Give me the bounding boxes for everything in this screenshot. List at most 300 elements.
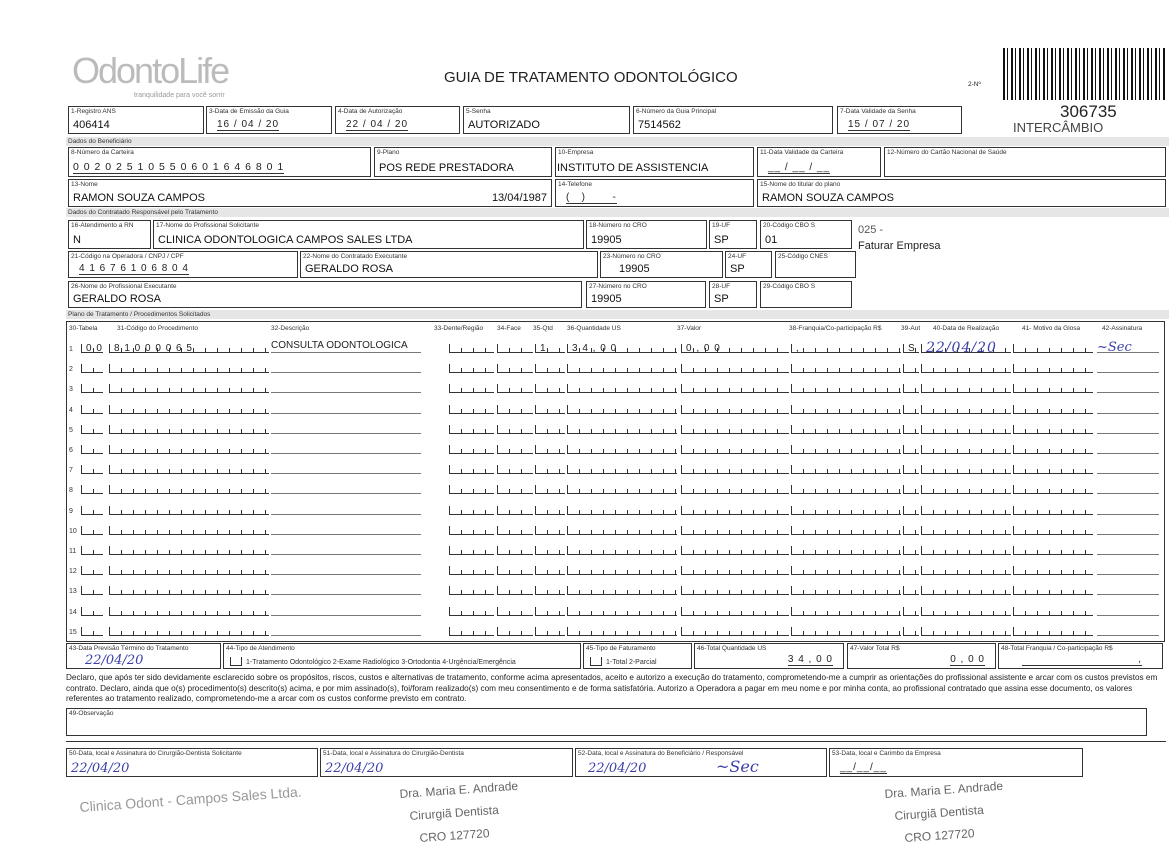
- cell-us[interactable]: [567, 384, 677, 393]
- cell-valor[interactable]: [681, 586, 789, 595]
- cell-date[interactable]: 22/04/20: [921, 344, 1011, 353]
- cell-qtd[interactable]: [535, 465, 565, 474]
- value[interactable]: 406414: [73, 119, 110, 131]
- cell-franquia[interactable]: [791, 566, 901, 575]
- cell-us[interactable]: [567, 465, 677, 474]
- cell-date[interactable]: [921, 586, 1011, 595]
- cell-aut[interactable]: [903, 485, 919, 494]
- cell-dente[interactable]: [449, 586, 494, 595]
- cell-franquia[interactable]: [791, 546, 901, 555]
- cell-qtd[interactable]: 1: [535, 344, 565, 353]
- cell-glosa[interactable]: [1013, 546, 1093, 555]
- label: 23-Número no CRO: [603, 253, 661, 260]
- signature-beneficiary: [575, 748, 827, 777]
- cell-code[interactable]: 8 1 0 0 0 0 6 5: [109, 344, 269, 353]
- cell-date[interactable]: [921, 506, 1011, 515]
- cell-valor[interactable]: [681, 465, 789, 474]
- cell-aut[interactable]: [903, 465, 919, 474]
- value[interactable]: RAMON SOUZA CAMPOS: [73, 192, 206, 204]
- stamp-name: Dra. Maria E. Andrade: [399, 778, 519, 801]
- value[interactable]: 22/04/20: [85, 653, 144, 668]
- date[interactable]: 22/04/20: [588, 761, 647, 776]
- cell-signature[interactable]: [1097, 461, 1159, 474]
- cell-code[interactable]: [109, 425, 269, 434]
- cell-date[interactable]: [921, 546, 1011, 555]
- cell-franquia[interactable]: [791, 607, 901, 616]
- birth-date[interactable]: 13/04/1987: [491, 192, 547, 204]
- cell-franquia[interactable]: [791, 586, 901, 595]
- declaration-text: Declaro, que após ter sido devidamente esclarecido sobre os propósitos, riscos, custos e alternativas de tratamento, conforme acima apresentados, aceito e autorizo a execução do tratamento, comprometendo-me a cumprir as orientações do profissional assistente e arcar com os custos previstos em contrato. Declaro, ainda que o(s) procedimento(s) descrito(s) acima, e por mim assinado(s), foi/foram realizado(s) com meu consentimento e de forma satisfatória. Autorizo a Operadora a pagar em meu nome e por minha conta, ao profissional contratado que assina esse documento, os valores referentes ao tratamento realizado, comprometendo-me a arcar com os custos conforme previsto em contrato.: [66, 673, 1158, 703]
- cell-valor[interactable]: [681, 485, 789, 494]
- label: 13-Nome: [71, 181, 98, 188]
- column-header: 30-Tabela: [69, 325, 98, 332]
- cell-us[interactable]: 3 4 , 0 0: [567, 344, 677, 353]
- cell-aut[interactable]: [903, 546, 919, 555]
- cell-franquia[interactable]: [791, 465, 901, 474]
- value[interactable]: 19905: [591, 234, 622, 246]
- cell-franquia[interactable]: [791, 425, 901, 434]
- label: 19-UF: [712, 222, 731, 229]
- cell-code[interactable]: [109, 607, 269, 616]
- label: 5-Senha: [466, 108, 491, 115]
- cell-face[interactable]: [497, 506, 533, 515]
- cell-dente[interactable]: [449, 465, 494, 474]
- cell-signature[interactable]: [1097, 542, 1159, 555]
- cell-signature[interactable]: [1097, 401, 1159, 414]
- cell-dente[interactable]: [449, 405, 494, 414]
- cell-franquia[interactable]: [791, 445, 901, 454]
- cell-valor[interactable]: [681, 607, 789, 616]
- field-card-number: [68, 147, 371, 177]
- field-cbo-29[interactable]: [760, 281, 852, 308]
- value[interactable]: INSTITUTO DE ASSISTENCIA: [557, 162, 709, 174]
- field-cro-18: [586, 220, 707, 249]
- cell-us[interactable]: [567, 607, 677, 616]
- cell-signature[interactable]: [1097, 603, 1159, 616]
- cell-dente[interactable]: [449, 627, 494, 636]
- cell-glosa[interactable]: [1013, 586, 1093, 595]
- logo-tagline: tranquilidade para você sorrir: [134, 92, 225, 99]
- cell-us[interactable]: [567, 566, 677, 575]
- cell-table[interactable]: [81, 526, 103, 535]
- section-procedures: Plano de Tratamento / Procedimentos Solicitados: [66, 310, 1169, 319]
- value[interactable]: 3 4 , 0 0: [787, 654, 833, 665]
- cell-qtd[interactable]: [535, 607, 565, 616]
- cell-code[interactable]: [109, 465, 269, 474]
- row-number: 5: [69, 426, 73, 434]
- procedure-row: [69, 400, 1163, 414]
- cell-face[interactable]: [497, 607, 533, 616]
- cell-code[interactable]: [109, 566, 269, 575]
- cell-us[interactable]: [567, 506, 677, 515]
- value[interactable]: SP: [730, 263, 745, 275]
- cell-signature[interactable]: [1097, 380, 1159, 393]
- cell-code[interactable]: [109, 405, 269, 414]
- cell-aut[interactable]: [903, 566, 919, 575]
- label: 43-Data Previsão Término do Tratamento: [69, 645, 189, 652]
- label: 53-Data, local e Carimbo da Empresa: [832, 750, 941, 757]
- cell-aut[interactable]: [903, 586, 919, 595]
- cell-qtd[interactable]: [535, 485, 565, 494]
- procedure-row: [69, 420, 1163, 434]
- cell-code[interactable]: [109, 586, 269, 595]
- value[interactable]: AUTORIZADO: [468, 119, 540, 131]
- cell-dente[interactable]: [449, 425, 494, 434]
- cell-glosa[interactable]: [1013, 445, 1093, 454]
- cell-description[interactable]: [271, 562, 421, 575]
- cell-signature[interactable]: [1097, 522, 1159, 535]
- cell-signature[interactable]: [1097, 562, 1159, 575]
- procedure-row: [69, 541, 1163, 555]
- field-cnes[interactable]: [775, 251, 856, 278]
- cell-table[interactable]: [81, 445, 103, 454]
- cell-franquia[interactable]: ,: [791, 344, 901, 353]
- cell-table[interactable]: [81, 465, 103, 474]
- cell-qtd[interactable]: [535, 526, 565, 535]
- cell-table[interactable]: [81, 506, 103, 515]
- cell-signature[interactable]: [1097, 441, 1159, 454]
- cell-table[interactable]: [81, 546, 103, 555]
- cell-qtd[interactable]: [535, 384, 565, 393]
- cell-valor[interactable]: [681, 405, 789, 414]
- cell-dente[interactable]: [449, 445, 494, 454]
- cell-glosa[interactable]: [1013, 465, 1093, 474]
- cell-glosa[interactable]: [1013, 627, 1093, 636]
- cell-us[interactable]: [567, 546, 677, 555]
- cell-face[interactable]: [497, 465, 533, 474]
- field-uf-19: [709, 220, 757, 249]
- cell-date[interactable]: [921, 384, 1011, 393]
- field-authorization-date: [335, 106, 460, 134]
- cell-qtd[interactable]: [535, 364, 565, 373]
- cell-signature[interactable]: ~Sec: [1097, 340, 1159, 353]
- cell-valor[interactable]: [681, 627, 789, 636]
- cell-valor[interactable]: [681, 445, 789, 454]
- cell-us[interactable]: [567, 445, 677, 454]
- cell-signature[interactable]: [1097, 360, 1159, 373]
- cell-date[interactable]: [921, 566, 1011, 575]
- column-header: 39-Aut: [901, 325, 921, 332]
- side-note: Faturar Empresa: [858, 240, 941, 252]
- cell-dente[interactable]: [449, 506, 494, 515]
- value[interactable]: 22 / 04 / 20: [346, 119, 409, 130]
- signature: ~Sec: [716, 757, 759, 776]
- cell-code[interactable]: [109, 506, 269, 515]
- cell-signature[interactable]: [1097, 421, 1159, 434]
- value[interactable]: 19905: [591, 293, 622, 305]
- cell-date[interactable]: [921, 485, 1011, 494]
- label: 29-Código CBO S: [763, 283, 816, 290]
- stamp-role: Cirurgiã Dentista: [894, 802, 985, 823]
- cell-qtd[interactable]: [535, 586, 565, 595]
- odontolife-logo: [72, 50, 228, 99]
- cell-date[interactable]: [921, 465, 1011, 474]
- cell-code[interactable]: [109, 384, 269, 393]
- cell-face[interactable]: [497, 526, 533, 535]
- cell-code[interactable]: [109, 546, 269, 555]
- cell-valor[interactable]: [681, 566, 789, 575]
- field-phone: [555, 179, 754, 207]
- field-company: [555, 147, 754, 177]
- cell-qtd[interactable]: [535, 445, 565, 454]
- cell-valor[interactable]: [681, 364, 789, 373]
- column-header: 32-Descrição: [271, 325, 310, 332]
- procedure-row: [69, 379, 1163, 393]
- cell-qtd[interactable]: [535, 405, 565, 414]
- field-ans-registry: [68, 106, 204, 134]
- logo-text: OdontoLife: [72, 50, 229, 91]
- cell-face[interactable]: [497, 546, 533, 555]
- field-name: [68, 179, 552, 207]
- cell-valor[interactable]: [681, 425, 789, 434]
- cell-description[interactable]: [271, 421, 421, 434]
- cell-description[interactable]: [271, 401, 421, 414]
- cell-us[interactable]: [567, 364, 677, 373]
- date[interactable]: 22/04/20: [71, 761, 130, 776]
- procedure-row: [69, 521, 1163, 535]
- value[interactable]: 4 1 6 7 6 1 0 6 8 0 4: [79, 263, 189, 274]
- row-number: 13: [69, 588, 77, 596]
- field-uf-28: [709, 281, 757, 308]
- cell-face[interactable]: [497, 445, 533, 454]
- row-number: 10: [69, 527, 77, 535]
- field-requester: [153, 220, 584, 249]
- cell-dente[interactable]: [449, 384, 494, 393]
- cell-qtd[interactable]: [535, 627, 565, 636]
- cell-qtd[interactable]: [535, 425, 565, 434]
- value[interactable]: 16 / 04 / 20: [217, 119, 280, 130]
- cell-glosa[interactable]: [1013, 526, 1093, 535]
- cell-table[interactable]: [81, 607, 103, 616]
- cell-date[interactable]: [921, 445, 1011, 454]
- value[interactable]: 01: [765, 234, 778, 246]
- procedures-table: [66, 321, 1165, 642]
- cell-dente[interactable]: [449, 344, 494, 353]
- cell-date[interactable]: [921, 607, 1011, 616]
- cell-glosa[interactable]: [1013, 405, 1093, 414]
- cell-glosa[interactable]: [1013, 344, 1093, 353]
- cell-face[interactable]: [497, 344, 533, 353]
- cell-face[interactable]: [497, 586, 533, 595]
- cell-franquia[interactable]: [791, 485, 901, 494]
- guide-number: 306735: [1060, 102, 1117, 121]
- value[interactable]: SP: [714, 293, 729, 305]
- row-number: 9: [69, 507, 73, 515]
- cell-valor[interactable]: [681, 506, 789, 515]
- cell-dente[interactable]: [449, 364, 494, 373]
- cell-glosa[interactable]: [1013, 485, 1093, 494]
- cell-code[interactable]: [109, 526, 269, 535]
- value[interactable]: POS REDE PRESTADORA: [379, 162, 514, 174]
- label: 20-Código CBO S: [763, 222, 816, 229]
- value[interactable]: ,: [1022, 654, 1142, 666]
- cell-face[interactable]: [497, 425, 533, 434]
- cell-date[interactable]: [921, 627, 1011, 636]
- cell-table[interactable]: [81, 586, 103, 595]
- cell-valor[interactable]: [681, 546, 789, 555]
- cell-dente[interactable]: [449, 526, 494, 535]
- cell-dente[interactable]: [449, 566, 494, 575]
- label: 46-Total Quantidade US: [697, 645, 767, 652]
- cell-us[interactable]: [567, 586, 677, 595]
- cell-code[interactable]: [109, 364, 269, 373]
- field-password: [463, 106, 630, 134]
- cell-table[interactable]: 0 0: [81, 344, 103, 353]
- field-observation[interactable]: [66, 708, 1147, 736]
- cell-aut[interactable]: [903, 445, 919, 454]
- cell-code[interactable]: [109, 485, 269, 494]
- cell-description[interactable]: [271, 380, 421, 393]
- cell-table[interactable]: [81, 405, 103, 414]
- field-total-value: [847, 643, 996, 669]
- field-holder-name: [757, 179, 1166, 207]
- cell-aut[interactable]: [903, 425, 919, 434]
- cell-date[interactable]: [921, 526, 1011, 535]
- cell-face[interactable]: [497, 566, 533, 575]
- value[interactable]: 0 , 0 0: [950, 654, 985, 665]
- cell-description[interactable]: [271, 623, 421, 636]
- value[interactable]: RAMON SOUZA CAMPOS: [762, 192, 895, 204]
- cell-table[interactable]: [81, 384, 103, 393]
- cell-table[interactable]: [81, 566, 103, 575]
- field-plan: [374, 147, 552, 177]
- column-header: 37-Valor: [677, 325, 702, 332]
- date[interactable]: 22/04/20: [325, 761, 384, 776]
- cell-signature[interactable]: [1097, 481, 1159, 494]
- cell-code[interactable]: [109, 445, 269, 454]
- cell-qtd[interactable]: [535, 566, 565, 575]
- cell-us[interactable]: [567, 627, 677, 636]
- cell-description[interactable]: [271, 522, 421, 535]
- cell-face[interactable]: [497, 384, 533, 393]
- cell-franquia[interactable]: [791, 526, 901, 535]
- cell-aut[interactable]: [903, 627, 919, 636]
- cell-description[interactable]: [271, 502, 421, 515]
- cell-description[interactable]: [271, 360, 421, 373]
- cell-table[interactable]: [81, 364, 103, 373]
- value[interactable]: 19905: [619, 263, 650, 275]
- cell-aut[interactable]: [903, 506, 919, 515]
- value[interactable]: 0 0 2 0 2 5 1 0 5 5 0 6 0 1 6 4 6 8 0 1: [73, 161, 285, 173]
- label: 1-Registro ANS: [71, 108, 116, 115]
- cell-glosa[interactable]: [1013, 384, 1093, 393]
- label: 51-Data, local e Assinatura do Cirurgião-Dentista: [323, 750, 464, 757]
- cell-qtd[interactable]: [535, 546, 565, 555]
- cell-signature[interactable]: [1097, 582, 1159, 595]
- cell-description[interactable]: [271, 603, 421, 616]
- cell-date[interactable]: [921, 364, 1011, 373]
- cell-franquia[interactable]: [791, 627, 901, 636]
- cell-date[interactable]: [921, 425, 1011, 434]
- cell-glosa[interactable]: [1013, 425, 1093, 434]
- cell-us[interactable]: [567, 485, 677, 494]
- cell-valor[interactable]: [681, 526, 789, 535]
- cell-qtd[interactable]: [535, 506, 565, 515]
- cell-description[interactable]: [271, 582, 421, 595]
- cell-valor[interactable]: 0 , 0 0: [681, 344, 789, 353]
- cell-description[interactable]: [271, 542, 421, 555]
- cell-description[interactable]: [271, 461, 421, 474]
- cell-franquia[interactable]: [791, 405, 901, 414]
- cell-face[interactable]: [497, 627, 533, 636]
- cell-franquia[interactable]: [791, 384, 901, 393]
- cell-signature[interactable]: [1097, 623, 1159, 636]
- label: 49-Observação: [69, 710, 114, 717]
- cell-us[interactable]: [567, 425, 677, 434]
- cell-glosa[interactable]: [1013, 364, 1093, 373]
- date[interactable]: __/__/__: [840, 762, 887, 773]
- cell-aut[interactable]: [903, 607, 919, 616]
- column-header: 35-Qtd: [533, 325, 553, 332]
- cell-glosa[interactable]: [1013, 607, 1093, 616]
- cell-face[interactable]: [497, 364, 533, 373]
- side-code: 025 -: [858, 224, 884, 236]
- cell-us[interactable]: [567, 405, 677, 414]
- cell-valor[interactable]: [681, 384, 789, 393]
- value[interactable]: N: [73, 234, 81, 246]
- value[interactable]: GERALDO ROSA: [305, 263, 394, 275]
- label: 15-Nome do titular do plano: [760, 181, 841, 188]
- stamp-name: Dra. Maria E. Andrade: [884, 778, 1004, 801]
- cell-aut[interactable]: [903, 384, 919, 393]
- cell-franquia[interactable]: [791, 364, 901, 373]
- cell-dente[interactable]: [449, 485, 494, 494]
- procedure-row: [69, 602, 1163, 616]
- cell-date[interactable]: [921, 405, 1011, 414]
- cell-table[interactable]: [81, 485, 103, 494]
- cell-aut[interactable]: [903, 405, 919, 414]
- cell-dente[interactable]: [449, 607, 494, 616]
- column-header: 40-Data de Realização: [933, 325, 1000, 332]
- cell-description[interactable]: [271, 481, 421, 494]
- field-issue-date: [206, 106, 332, 134]
- value[interactable]: CLINICA ODONTOLOGICA CAMPOS SALES LTDA: [158, 234, 413, 246]
- cell-glosa[interactable]: [1013, 506, 1093, 515]
- value[interactable]: GERALDO ROSA: [73, 293, 162, 305]
- value[interactable]: __ / __ / __: [768, 162, 831, 173]
- value[interactable]: 7514562: [638, 119, 681, 131]
- cell-signature[interactable]: [1097, 502, 1159, 515]
- label: 3-Data de Emissão da Guia: [209, 108, 289, 115]
- cell-franquia[interactable]: [791, 506, 901, 515]
- cell-table[interactable]: [81, 627, 103, 636]
- row-number: 14: [69, 608, 77, 616]
- cell-table[interactable]: [81, 425, 103, 434]
- cell-description[interactable]: CONSULTA ODONTOLOGICA: [271, 340, 421, 353]
- cell-code[interactable]: [109, 627, 269, 636]
- cell-glosa[interactable]: [1013, 566, 1093, 575]
- field-cns[interactable]: [884, 147, 1166, 177]
- cell-us[interactable]: [567, 526, 677, 535]
- value[interactable]: ( ) -: [566, 192, 617, 203]
- value[interactable]: SP: [714, 234, 729, 246]
- cell-aut[interactable]: [903, 526, 919, 535]
- stamp-cro: CRO 127720: [904, 826, 975, 845]
- row-number: 8: [69, 487, 73, 495]
- cell-aut[interactable]: S: [903, 344, 919, 353]
- service-type-checkbox[interactable]: [230, 657, 242, 666]
- cell-description[interactable]: [271, 441, 421, 454]
- procedure-row: [69, 501, 1163, 515]
- cell-aut[interactable]: [903, 364, 919, 373]
- cell-face[interactable]: [497, 405, 533, 414]
- cell-face[interactable]: [497, 485, 533, 494]
- label: 18-Número no CRO: [589, 222, 647, 229]
- value[interactable]: 15 / 07 / 20: [848, 119, 911, 130]
- billing-type-checkbox[interactable]: [590, 657, 602, 666]
- cell-dente[interactable]: [449, 546, 494, 555]
- guide-number-label: 2-Nº: [968, 81, 981, 88]
